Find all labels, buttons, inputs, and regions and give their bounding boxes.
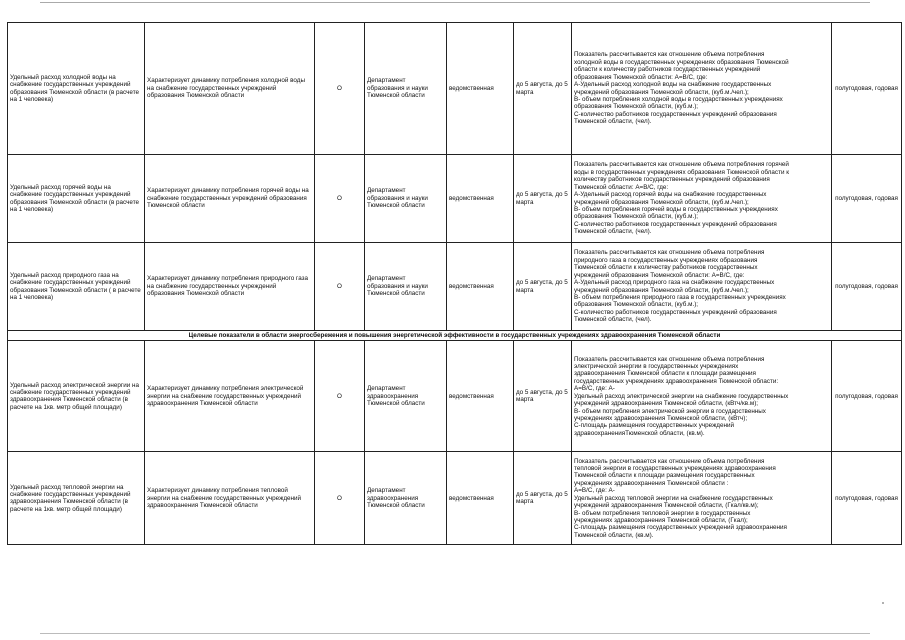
method-line: Показатель рассчитывается как отношение объема потребления горячей [574,161,789,169]
method-cell [572,452,832,545]
method-line: учреждений образования Тюменской области: А=В/С, где: [574,271,745,279]
method-line: учреждениях здравоохранения Тюменской области, (кВтч); [574,414,748,422]
method-line: учреждений образования Тюменской области, (куб.м./чел.); [574,88,749,96]
method-line: С-площадь размещения государственных учреждений здравоохранения [574,524,787,532]
method-line: Показатель рассчитывается как отношение объема потребления [574,51,765,59]
method-line: государственных учреждениях здравоохранения Тюменской области: [574,377,779,385]
scan-speck [882,602,884,604]
department-cell: Департамент здравоохранения Тюменской области [365,341,447,452]
periodicity-cell: полугодовая, годовая [832,341,902,452]
department-cell: Департамент здравоохранения Тюменской области [365,452,447,545]
method-line: С-количество работников государственных учреждений образования [574,308,777,316]
periodicity-cell: полугодовая, годовая [832,243,902,331]
method-line: области к количеству работников государственных учреждений [574,66,761,74]
top-edge-rule [40,2,870,3]
section-title: Целевые показатели в области энергосбережения и повышения энергетической эффективности в государственных учреждениях здравоохранения Тюменской области [8,331,902,341]
method-line: Тюменской области, (чел). [574,316,652,324]
method-line: А-Удельный расход горячей воды на снабжение государственных [574,191,767,199]
department-cell: Департамент образования и науки Тюменской области [365,23,447,155]
method-line: Тюменской области к площади размещения государственных [574,472,755,480]
indicator-cell: Удельный расход тепловой энергии на снабжение государственных учреждений здравоохранения Тюменской области (в расчете на 1кв. метр общей площади) [8,452,145,545]
periodicity-cell: полугодовая, годовая [832,23,902,155]
method-cell [572,23,832,155]
method-line: учреждений здравоохранения Тюменской области, (Гкал/кв.м); [574,502,759,510]
method-line: холодной воды в государственных учреждениях образования Тюменской [574,58,789,66]
method-cell [572,155,832,243]
deadline-cell: до 5 августа, до 5 марта [514,452,572,545]
method-line: учреждениях здравоохранения Тюменской области, (Гкал); [574,516,748,524]
source-cell: ведомственная [447,23,514,155]
method-line: Показатель рассчитывается как отношение объема потребления [574,249,765,257]
method-line: А=В/С, где: А- [574,487,615,495]
method-line: В- объем потребления горячей воды в государственных учреждениях [574,205,778,213]
unit-cell: О [315,23,365,155]
method-line: тепловой энергии в государственных учреждениях здравоохранения [574,465,776,473]
description-cell: Характеризует динамику потребления электрической энергии на снабжение государственных учреждений здравоохранения Тюменской области [145,341,315,452]
description-cell: Характеризует динамику потребления холодной воды на снабжение государственных учреждений образования Тюменской области [145,23,315,155]
method-line: образования Тюменской области, (куб.м.); [574,103,699,111]
indicator-cell: Удельный расход горячей воды на снабжение государственных учреждений образования Тюменской области (в расчете на 1 человека) [8,155,145,243]
source-cell: ведомственная [447,341,514,452]
description-cell: Характеризует динамику потребления тепловой энергии на снабжение государственных учреждений здравоохранения Тюменской области [145,452,315,545]
method-line: учреждений здравоохранения Тюменской области, (кВтч/кв.м); [574,400,759,408]
periodicity-cell: полугодовая, годовая [832,452,902,545]
method-line: Показатель рассчитывается как отношение объема потребления [574,457,765,465]
unit-cell: О [315,452,365,545]
method-line: здравоохраненияТюменской области, (кв.м). [574,429,705,437]
unit-cell: О [315,341,365,452]
method-line: А=В/С, где: А- [574,385,615,393]
table-row [8,452,902,545]
method-line: С-количество работников государственных учреждений образования [574,220,777,228]
method-line: С-количество работников государственных учреждений образования [574,110,777,118]
unit-cell: О [315,155,365,243]
method-line: Тюменской области: А=В/С, где: [574,183,669,191]
indicators-table [7,22,902,545]
method-line: В- объем потребления электрической энергии в государственных [574,407,766,415]
source-cell: ведомственная [447,155,514,243]
method-line: воды в государственных учреждениях образования Тюменской области к [574,168,789,176]
description-cell: Характеризует динамику потребления природного газа на снабжение государственных учреждений образования Тюменской области [145,243,315,331]
method-line: Тюменской области, (чел). [574,228,652,236]
method-line: Показатель рассчитывается как отношение объема потребления [574,355,765,363]
table-row [8,155,902,243]
deadline-cell: до 5 августа, до 5 марта [514,341,572,452]
method-line: В- объем потребления природного газа в государственных учреждениях [574,293,786,301]
indicator-cell: Удельный расход природного газа на снабжение государственных учреждений образования Тюменской области ( в расчете на 1 человека) [8,243,145,331]
unit-cell: О [315,243,365,331]
periodicity-cell: полугодовая, годовая [832,155,902,243]
method-line: образования Тюменской области, (куб.м.); [574,301,699,309]
method-line: электрической энергии в государственных учреждениях [574,363,739,371]
indicator-cell: Удельный расход холодной воды на снабжение государственных учреждений образования Тюменской области (в расчете на 1 человека) [8,23,145,155]
method-line: природного газа в государственных учреждениях образования [574,256,758,264]
table-row [8,23,902,155]
method-line: образования Тюменской области, (куб.м.); [574,213,699,221]
method-line: образования Тюменской области: А=В/С, где: [574,73,708,81]
indicator-cell: Удельный расход электрической энергии на снабжение государственных учреждений здравоохранения Тюменской области (в расчете на 1кв. метр общей площади) [8,341,145,452]
method-line: Тюменской области, (кв.м). [574,531,654,539]
method-line: учреждений образования Тюменской области, (куб.м./чел.); [574,198,749,206]
method-line: учреждениях здравоохранения Тюменской области : [574,479,729,487]
method-line: Тюменской области, (чел). [574,118,652,126]
deadline-cell: до 5 августа, до 5 марта [514,243,572,331]
department-cell: Департамент образования и науки Тюменской области [365,155,447,243]
description-cell: Характеризует динамику потребления горячей воды на снабжение государственных учреждений образования Тюменской области [145,155,315,243]
table-row [8,243,902,331]
method-line: А-Удельный расход холодной воды на снабжение государственных [574,81,772,89]
method-line: Тюменской области к количеству работников государственных [574,264,758,272]
method-line: количеству работников государственных учреждений образования [574,176,770,184]
method-line: здравоохранения Тюменской области к площади размещения [574,370,756,378]
method-line: учреждений образования Тюменской области, (куб.м./чел.); [574,286,749,294]
bottom-edge-rule [40,633,870,634]
source-cell: ведомственная [447,452,514,545]
method-line: А-Удельный расход природного газа на снабжение государственных [574,279,775,287]
method-line: В- объем потребления тепловой энергии в государственных [574,509,751,517]
table-row [8,341,902,452]
method-line: С-площадь размещения государственных учреждений [574,422,734,430]
deadline-cell: до 5 августа, до 5 марта [514,23,572,155]
method-line: Удельный расход тепловой энергии на снабжение государственных [574,494,773,502]
section-header-row [8,331,902,341]
method-cell [572,243,832,331]
method-line: Удельный расход электрической энергии на снабжение государственных [574,392,789,400]
method-line: В- объем потребления холодной воды в государственных учреждениях [574,95,783,103]
department-cell: Департамент образования и науки Тюменской области [365,243,447,331]
method-cell [572,341,832,452]
deadline-cell: до 5 августа, до 5 марта [514,155,572,243]
source-cell: ведомственная [447,243,514,331]
